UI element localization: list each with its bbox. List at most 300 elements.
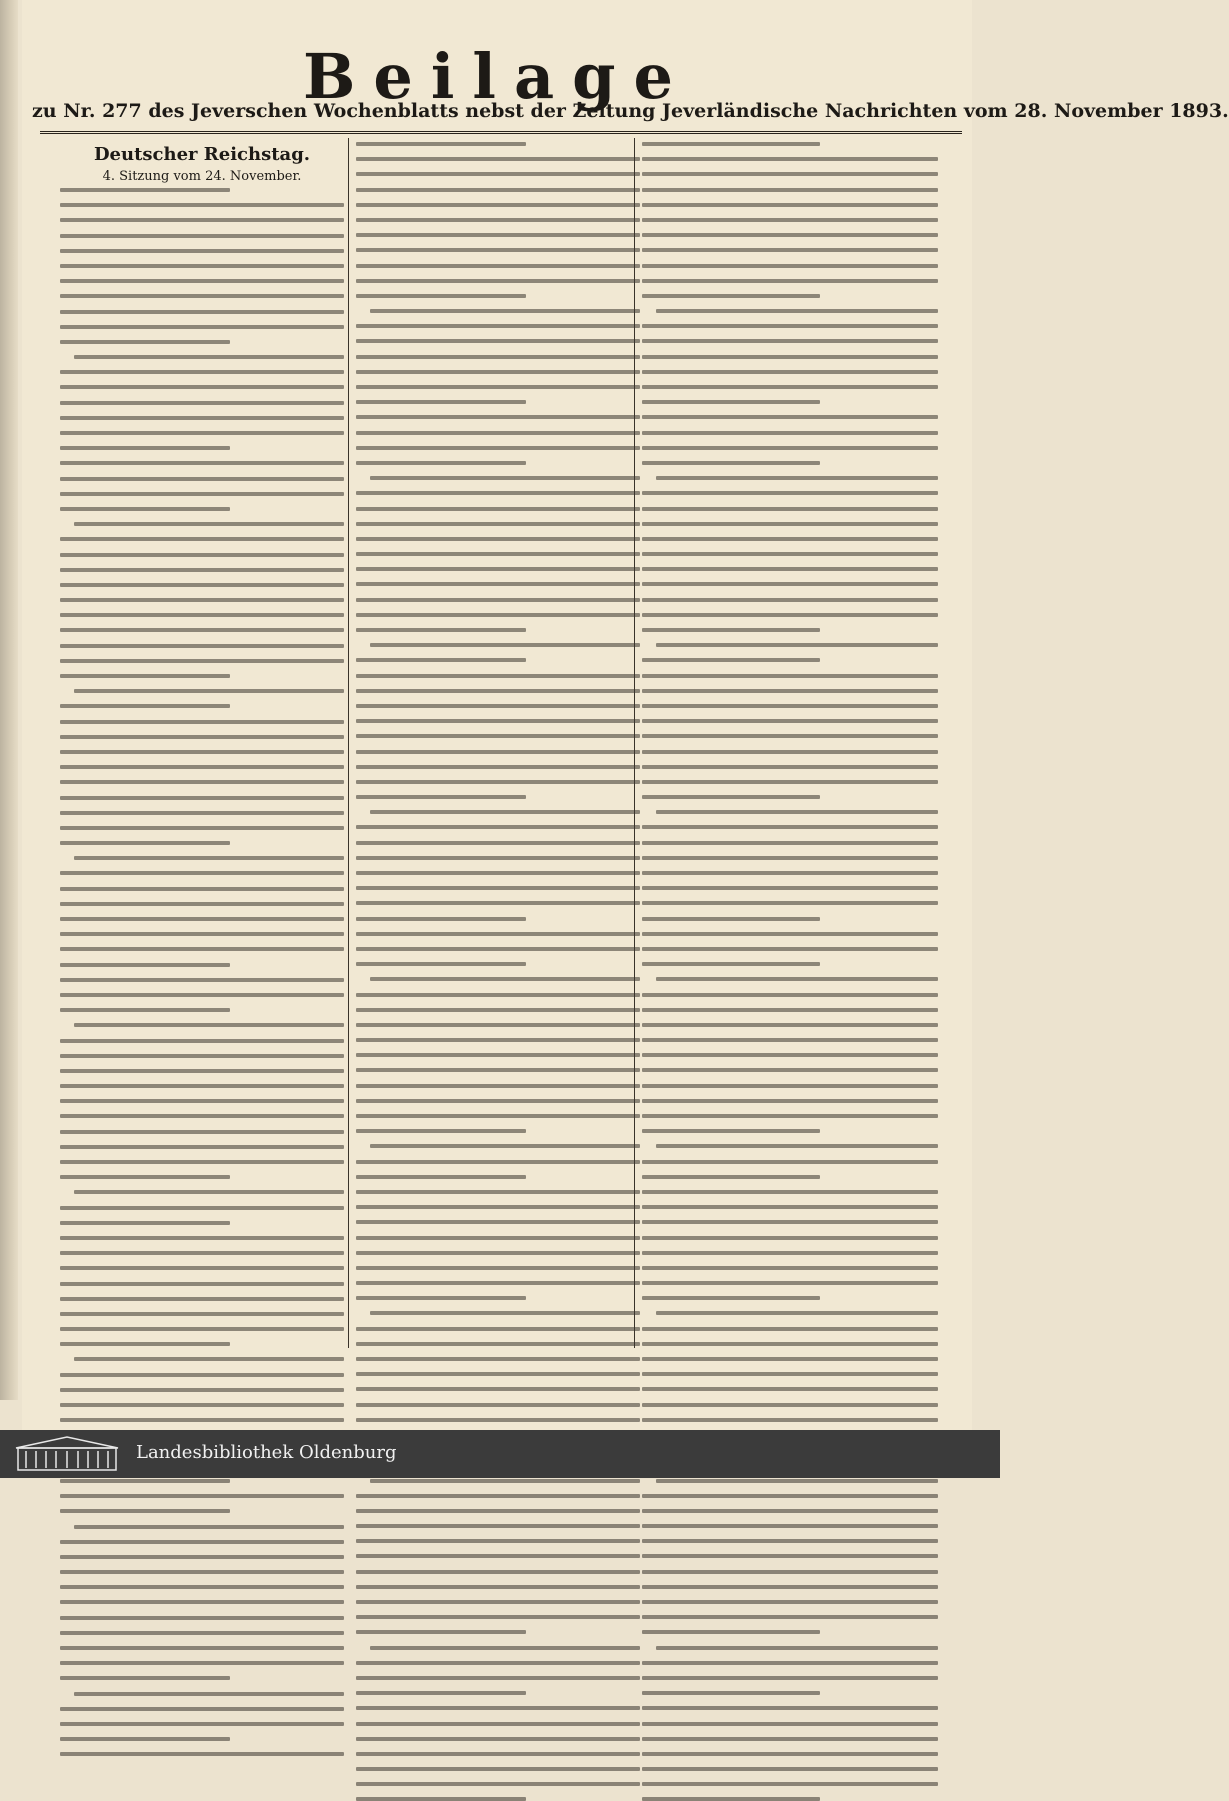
text-line [642, 886, 938, 890]
text-line [642, 1114, 938, 1118]
text-line [60, 370, 344, 374]
text-line [356, 1615, 640, 1619]
text-line [356, 1251, 640, 1255]
text-line [60, 1540, 344, 1544]
text-line [60, 978, 344, 982]
text-line [60, 264, 344, 268]
text-line [60, 1312, 344, 1316]
text-line [356, 203, 640, 207]
text-line [60, 963, 230, 967]
text-line [642, 507, 938, 511]
text-line [642, 172, 938, 176]
text-line [60, 887, 344, 891]
text-line [356, 1403, 640, 1407]
text-line [642, 1539, 938, 1543]
text-line [356, 446, 640, 450]
text-line [60, 659, 344, 663]
text-line [356, 1038, 640, 1042]
text-line [642, 1068, 938, 1072]
text-line [356, 1266, 640, 1270]
text-line [656, 1646, 938, 1650]
text-line [642, 1661, 938, 1665]
text-line [642, 157, 938, 161]
text-line [642, 1600, 938, 1604]
text-line [356, 1600, 640, 1604]
text-line [356, 704, 640, 708]
text-line [60, 1236, 344, 1240]
text-line [642, 674, 938, 678]
text-line [60, 1403, 344, 1407]
text-line [60, 841, 230, 845]
column-2-body-text [356, 142, 640, 1801]
text-line [60, 674, 230, 678]
text-line [370, 643, 640, 647]
text-line [356, 507, 640, 511]
text-line [60, 1221, 230, 1225]
text-line [60, 811, 344, 815]
text-line [356, 917, 526, 921]
text-line [656, 1144, 938, 1148]
text-line [642, 1266, 938, 1270]
text-line [642, 856, 938, 860]
text-line [642, 871, 938, 875]
text-line [642, 689, 938, 693]
text-line [656, 309, 938, 313]
text-line [356, 552, 640, 556]
text-line [356, 1676, 640, 1680]
text-line [60, 902, 344, 906]
text-line [356, 962, 526, 966]
text-line [642, 719, 938, 723]
text-line [656, 476, 938, 480]
text-line [642, 248, 938, 252]
text-line [356, 689, 640, 693]
text-line [74, 856, 344, 860]
text-line [642, 780, 938, 784]
column-separator [348, 138, 349, 1348]
text-line [642, 431, 938, 435]
text-line [642, 233, 938, 237]
text-line [356, 1023, 640, 1027]
text-line [60, 780, 344, 784]
text-line [642, 1630, 820, 1634]
text-line [356, 780, 640, 784]
text-line [642, 1357, 938, 1361]
text-line [60, 249, 344, 253]
text-line [356, 1570, 640, 1574]
text-line [642, 1524, 938, 1528]
text-line [642, 294, 820, 298]
text-line [642, 993, 938, 997]
text-line [60, 294, 344, 298]
text-line [642, 962, 820, 966]
text-line [356, 1661, 640, 1665]
column-3-body-text [642, 142, 938, 1801]
text-line [642, 279, 938, 283]
text-line [60, 1039, 344, 1043]
text-line [356, 947, 640, 951]
text-line [370, 1311, 640, 1315]
text-line [60, 416, 344, 420]
text-line [656, 1479, 938, 1483]
session-line: 4. Sitzung vom 24. November. [102, 169, 302, 184]
text-line [642, 415, 938, 419]
section-title: Deutscher Reichstag. [93, 144, 311, 165]
text-line [60, 1388, 344, 1392]
text-line [356, 1053, 640, 1057]
text-line [642, 552, 938, 556]
text-line [60, 203, 344, 207]
text-line [60, 310, 344, 314]
text-line [60, 1251, 344, 1255]
text-line [356, 765, 640, 769]
text-line [356, 1190, 640, 1194]
column-2 [356, 138, 640, 1348]
text-line [356, 142, 526, 146]
text-line [642, 1129, 820, 1133]
text-line [356, 1767, 640, 1771]
text-line [60, 1008, 230, 1012]
text-line [642, 598, 938, 602]
text-line [60, 218, 344, 222]
text-line [356, 385, 640, 389]
text-line [370, 810, 640, 814]
text-line [60, 477, 344, 481]
text-line [60, 917, 344, 921]
text-line [642, 1418, 938, 1422]
text-line [642, 1327, 938, 1331]
text-line [60, 1555, 344, 1559]
text-line [642, 1296, 820, 1300]
text-line [356, 1220, 640, 1224]
text-line [642, 1084, 938, 1088]
text-line [370, 1144, 640, 1148]
text-line [642, 1236, 938, 1240]
text-line [642, 537, 938, 541]
text-line [356, 248, 640, 252]
text-line [642, 339, 938, 343]
text-line [356, 1509, 640, 1513]
text-line [356, 1387, 640, 1391]
text-line [642, 324, 938, 328]
text-line [356, 1281, 640, 1285]
text-line [642, 1281, 938, 1285]
text-line [356, 1160, 640, 1164]
text-line [356, 415, 640, 419]
text-line [642, 1737, 938, 1741]
text-line [642, 522, 938, 526]
text-line [60, 1342, 230, 1346]
text-line [356, 400, 526, 404]
text-line [60, 1069, 344, 1073]
text-line [642, 1205, 938, 1209]
text-line [356, 750, 640, 754]
text-line [642, 734, 938, 738]
text-line [60, 1676, 230, 1680]
text-line [356, 1236, 640, 1240]
text-line [356, 1797, 526, 1801]
masthead-subline: zu Nr. 277 des Jeverschen Wochenblatts nebst der Zeitung Jeverländische Nachrichten vom 28. November 1893. [32, 100, 1229, 122]
text-line [60, 1266, 344, 1270]
text-line [356, 157, 640, 161]
text-line [356, 1068, 640, 1072]
text-line [356, 1175, 526, 1179]
text-line [356, 658, 526, 662]
text-line [642, 1175, 820, 1179]
text-line [74, 522, 344, 526]
text-line [60, 720, 344, 724]
text-line [60, 765, 344, 769]
text-line [642, 795, 820, 799]
text-line [656, 643, 938, 647]
text-line [74, 689, 344, 693]
text-line [60, 1631, 344, 1635]
text-line [60, 1130, 344, 1134]
text-line [356, 1782, 640, 1786]
text-line [642, 1372, 938, 1376]
text-line [60, 1707, 344, 1711]
text-line [74, 1190, 344, 1194]
text-line [642, 1190, 938, 1194]
text-line [60, 1616, 344, 1620]
text-line [356, 1554, 640, 1558]
text-line [356, 1691, 526, 1695]
text-line [642, 1782, 938, 1786]
text-line [74, 355, 344, 359]
text-line [356, 1008, 640, 1012]
text-line [642, 1220, 938, 1224]
text-line [642, 1585, 938, 1589]
library-building-icon [12, 1434, 122, 1474]
text-line [356, 522, 640, 526]
text-line [356, 355, 640, 359]
previous-page-edge [0, 0, 18, 1400]
text-line [60, 325, 344, 329]
text-line [356, 886, 640, 890]
text-line [642, 825, 938, 829]
text-line [356, 1524, 640, 1528]
text-line [60, 492, 344, 496]
text-line [60, 598, 344, 602]
text-line [60, 1099, 344, 1103]
text-line [370, 1479, 640, 1483]
text-line [356, 1585, 640, 1589]
column-1 [60, 138, 344, 1348]
text-line [356, 674, 640, 678]
text-line [642, 491, 938, 495]
text-line [60, 628, 344, 632]
column-3 [642, 138, 938, 1348]
text-line [356, 628, 526, 632]
text-line [642, 750, 938, 754]
text-line [60, 553, 344, 557]
text-line [60, 1282, 344, 1286]
text-line [356, 1357, 640, 1361]
text-line [356, 841, 640, 845]
text-line [356, 1342, 640, 1346]
text-line [74, 1023, 344, 1027]
text-line [60, 704, 230, 708]
text-line [356, 734, 640, 738]
text-line [356, 825, 640, 829]
text-line [60, 446, 230, 450]
masthead-rule [40, 131, 962, 134]
text-line [356, 932, 640, 936]
text-line [642, 446, 938, 450]
text-line [642, 567, 938, 571]
text-line [60, 507, 230, 511]
text-line [356, 537, 640, 541]
text-line [642, 613, 938, 617]
text-line [60, 1722, 344, 1726]
text-line [642, 1691, 820, 1695]
text-line [60, 1570, 344, 1574]
text-line [356, 567, 640, 571]
text-line [642, 1342, 938, 1346]
text-line [60, 993, 344, 997]
text-line [356, 491, 640, 495]
text-line [60, 947, 344, 951]
text-line [642, 628, 820, 632]
text-line [74, 1525, 344, 1529]
text-line [60, 796, 344, 800]
text-line [370, 309, 640, 313]
text-line [656, 810, 938, 814]
text-line [60, 461, 344, 465]
text-line [356, 1084, 640, 1088]
text-line [356, 1494, 640, 1498]
text-line [60, 644, 344, 648]
text-line [642, 947, 938, 951]
text-line [356, 1737, 640, 1741]
text-line [60, 1160, 344, 1164]
text-line [356, 1722, 640, 1726]
text-line [356, 1706, 640, 1710]
text-line [356, 172, 640, 176]
text-line [356, 598, 640, 602]
text-line [642, 765, 938, 769]
text-line [356, 1205, 640, 1209]
text-line [642, 1099, 938, 1103]
text-line [356, 719, 640, 723]
newspaper-page [22, 0, 1229, 1430]
text-line [60, 188, 230, 192]
text-line [356, 1114, 640, 1118]
text-line [642, 188, 938, 192]
text-line [60, 1054, 344, 1058]
text-line [356, 871, 640, 875]
text-line [356, 1099, 640, 1103]
text-line [642, 385, 938, 389]
text-line [642, 1038, 938, 1042]
text-line [356, 339, 640, 343]
text-line [60, 1509, 230, 1513]
text-line [60, 826, 344, 830]
text-line [642, 1722, 938, 1726]
text-line [642, 203, 938, 207]
library-name: Landesbibliothek Oldenburg [136, 1442, 397, 1463]
text-line [60, 932, 344, 936]
text-line [60, 1661, 344, 1665]
text-line [642, 355, 938, 359]
text-line [356, 795, 526, 799]
text-line [60, 1494, 344, 1498]
text-line [642, 1403, 938, 1407]
text-line [60, 1206, 344, 1210]
text-line [60, 385, 344, 389]
text-line [642, 1023, 938, 1027]
text-line [60, 279, 344, 283]
text-line [60, 613, 344, 617]
text-line [356, 264, 640, 268]
text-line [642, 1570, 938, 1574]
text-line [60, 568, 344, 572]
text-line [356, 613, 640, 617]
text-line [642, 1251, 938, 1255]
text-line [60, 537, 344, 541]
text-line [60, 735, 344, 739]
text-line [356, 1327, 640, 1331]
text-line [642, 582, 938, 586]
text-line [74, 1692, 344, 1696]
text-line [642, 658, 820, 662]
text-line [642, 142, 820, 146]
text-line [656, 1311, 938, 1315]
text-line [356, 431, 640, 435]
text-line [642, 1008, 938, 1012]
text-line [642, 1797, 820, 1801]
text-line [60, 1373, 344, 1377]
text-line [60, 1114, 344, 1118]
text-line [356, 188, 640, 192]
text-line [356, 1752, 640, 1756]
masthead-title: Beilage [303, 40, 691, 113]
text-line [356, 1296, 526, 1300]
text-line [60, 871, 344, 875]
text-line [642, 1509, 938, 1513]
text-line [356, 1539, 640, 1543]
text-line [370, 977, 640, 981]
text-line [356, 461, 526, 465]
text-line [370, 1646, 640, 1650]
text-line [60, 401, 344, 405]
text-line [642, 264, 938, 268]
text-line [370, 476, 640, 480]
text-line [60, 1646, 344, 1650]
text-line [356, 1418, 640, 1422]
text-line [642, 400, 820, 404]
text-line [642, 1494, 938, 1498]
text-line [642, 1706, 938, 1710]
text-line [642, 218, 938, 222]
text-line [356, 279, 640, 283]
text-line [60, 1737, 230, 1741]
text-line [60, 1145, 344, 1149]
text-line [356, 993, 640, 997]
text-line [60, 750, 344, 754]
text-line [656, 977, 938, 981]
text-line [642, 901, 938, 905]
text-line [642, 1554, 938, 1558]
text-line [356, 1372, 640, 1376]
text-line [74, 1357, 344, 1361]
text-line [642, 370, 938, 374]
text-line [60, 1479, 230, 1483]
text-line [60, 1327, 344, 1331]
text-line [642, 461, 820, 465]
text-line [60, 583, 344, 587]
text-line [60, 1752, 344, 1756]
